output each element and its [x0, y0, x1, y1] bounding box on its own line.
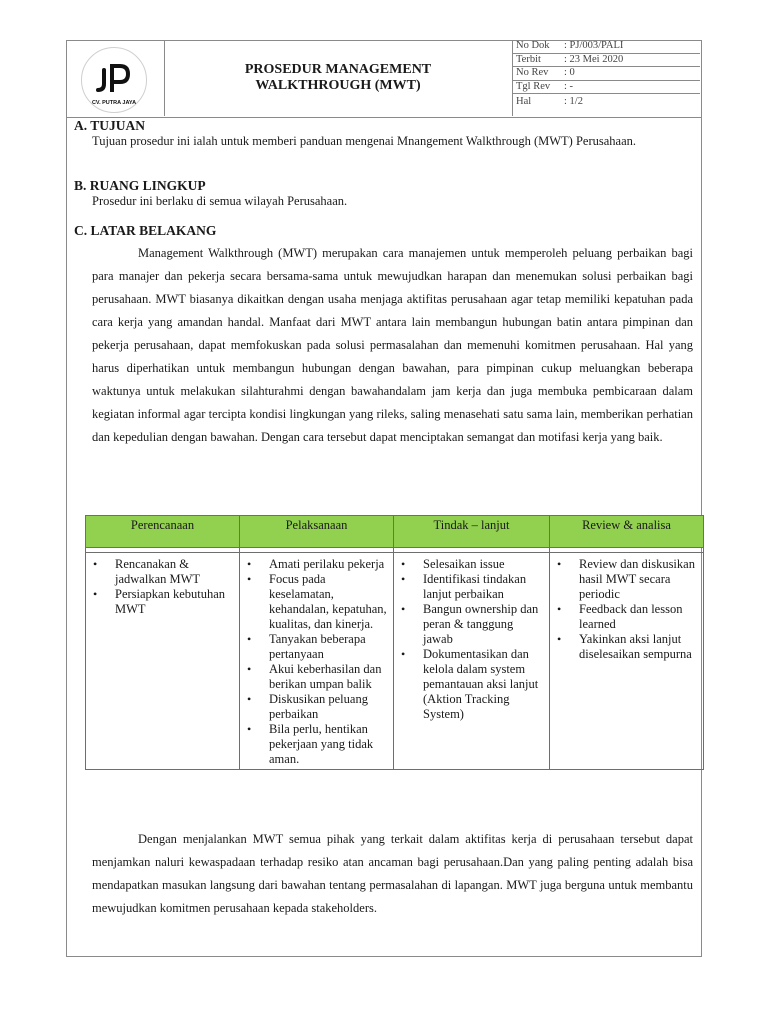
document-header	[66, 40, 702, 118]
title-cell	[164, 40, 513, 116]
meta-row-no-rev: No Rev : 0	[512, 67, 700, 81]
list-item: • Identifikasi tindakan lanjut perbaikan	[423, 572, 546, 602]
logo-cell	[66, 40, 165, 116]
list-item: • Review dan diskusikan hasil MWT secara periodic	[579, 557, 700, 602]
list-item: • Feedback dan lesson learned	[579, 602, 700, 632]
document-meta	[512, 40, 700, 116]
list-item: • Rencanakan & jadwalkan MWT	[115, 557, 236, 587]
list-item: • Bila perlu, hentikan pekerjaan yang tidak aman.	[269, 722, 390, 767]
closing-paragraph: Dengan menjalankan MWT semua pihak yang terkait dalam aktifitas kerja di perusahaan tersebut dapat menjamkan naluri kewaspadaan terhadap resiko atan ancaman bagi perusahaan.Dan yang paling penting adalah bisa mendapatkan masukan langsung dari bawahan tentang permasalahan di lapangan. MWT juga berguna untuk membantu mewujudkan komitmen perusahaan kepada stakeholders.	[92, 832, 693, 915]
list-item: • Diskusikan peluang perbaikan	[269, 692, 390, 722]
table-header-row	[86, 516, 704, 548]
meta-row-no-dok: No Dok : PJ/003/PALI	[512, 40, 700, 54]
section-c-paragraph: Management Walkthrough (MWT) merupakan cara manajemen untuk memperoleh peluang perbaikan bagi para manajer dan pekerja secara bersama-sama untuk mewujudkan harapan dan menemukan solusi perbaikan bagi perusahaan. MWT biasanya dikaitkan dengan usaha menjaga aktifitas perusahaan agar tetap memiliki kepatuhan pada cara kerja yang amandan handal. Manfaat dari MWT antara lain membangun hubungan batin antara pimpinan dan pekerja perusahaan, dapat memfokuskan pada solusi permasalahan dan memenuhi komitmen perusahaan. Hal yang harus diperhatikan untuk membangun hubungan dengan bawahan, para pimpinan cukup meluangkan beberapa waktunya untuk melakukan silahturahmi dengan bawahandalam jam kerja dan juga membuka pembicaraan dalam kegiatan informal agar tercipta kondisi lingkungan yang rileks, saling menasehati satu sama lain, memberikan perhatian dan kepedulian dengan bawahan. Dengan cara tersebut dapat menciptakan semangat dan motifasi kerja yang baik.	[92, 246, 693, 444]
header-review-analisa: Review & analisa	[550, 516, 704, 548]
section-a-title: A. TUJUAN	[74, 118, 146, 133]
list-item: • Bangun ownership dan peran & tanggung jawab	[423, 602, 546, 647]
header-tindak-lanjut: Tindak – lanjut	[394, 516, 550, 548]
cell-review-analisa	[550, 553, 704, 770]
document-title-line2: WALKTHROUGH (MWT)	[255, 78, 421, 93]
meta-row-tgl-rev: Tgl Rev : -	[512, 81, 700, 95]
meta-row-terbit: Terbit : 23 Mei 2020	[512, 54, 700, 68]
list-item: • Amati perilaku pekerja	[269, 557, 390, 572]
cell-pelaksanaan	[240, 553, 394, 770]
table-row	[86, 553, 704, 770]
list-item: • Dokumentasikan dan kelola dalam system pemantauan aksi lanjut (Aktion Tracking System)	[423, 647, 546, 722]
section-b-text: Prosedur ini berlaku di semua wilayah Perusahaan.	[92, 194, 348, 208]
list-item: • Selesaikan issue	[423, 557, 546, 572]
list-item: • Akui keberhasilan dan berikan umpan balik	[269, 662, 390, 692]
section-a-text: Tujuan prosedur ini ialah untuk memberi panduan mengenai Mnangement Walkthrough (MWT) Perusahaan.	[92, 134, 637, 148]
mwt-table	[85, 515, 704, 770]
section-c-title: C. LATAR BELAKANG	[74, 223, 217, 238]
list-item: • Persiapkan kebutuhan MWT	[115, 587, 236, 617]
cell-perencanaan	[86, 553, 240, 770]
document-title-line1: PROSEDUR MANAGEMENT	[244, 62, 432, 77]
list-item: • Yakinkan aksi lanjut diselesaikan sempurna	[579, 632, 700, 662]
header-pelaksanaan: Pelaksanaan	[240, 516, 394, 548]
header-perencanaan: Perencanaan	[86, 516, 240, 548]
list-item: • Tanyakan beberapa pertanyaan	[269, 632, 390, 662]
cell-tindak-lanjut	[394, 553, 550, 770]
logo-text: CV. PUTRA JAYA	[91, 100, 137, 106]
section-b-title: B. RUANG LINGKUP	[74, 178, 206, 193]
list-item: • Focus pada keselamatan, kehandalan, kepatuhan, kualitas, dan kinerja.	[269, 572, 390, 632]
company-logo	[81, 47, 147, 113]
meta-row-hal: Hal : 1/2	[516, 96, 583, 108]
